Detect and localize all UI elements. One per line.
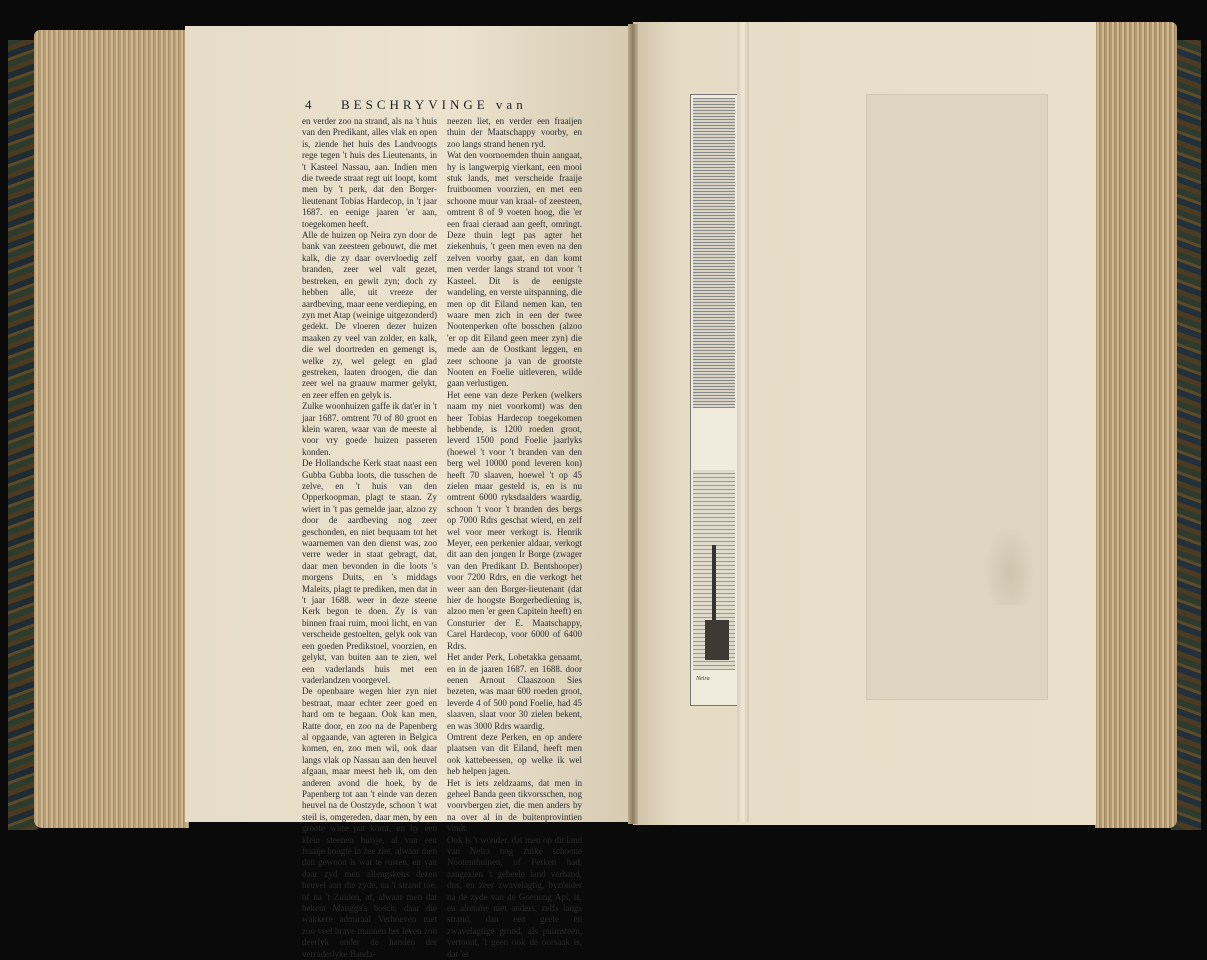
- running-title: BESCHRYVINGE van: [341, 97, 527, 112]
- ship-hull-icon: [705, 620, 729, 660]
- guard-strip: [737, 22, 749, 822]
- offset-plate-impression: [866, 94, 1048, 700]
- book-gutter: [628, 24, 638, 824]
- right-page-edges: [1095, 22, 1177, 828]
- offset-ship-impression: [985, 525, 1035, 605]
- engraving-sky-hatching: [693, 98, 735, 408]
- page-number: 4: [305, 97, 312, 112]
- text-column-left: en verder zoo na strand, als na 't huis van den Predikant, alles vlak en open is, ziende het huis des Landvoogts rege tegen 't huis des Lieutenants, in 't Kasteel Nassau, aan. Indien men die tweede straat regt uit loopt, komt men by 't perk, dat den Borger-lieutenant Tobias Hardecop, in 't jaar 1687. en eenige jaaren 'er aan, toegekomen heeft. Alle de huizen op Neira zyn door de bank van zeesteen gebouwt, die met kalk, die zy daar overvloedig zelf branden, zeer wel valt gezet, bestreken, en gewit zyn; doch zy hebben alle, uit vreeze der aardbeving, maar eene verdieping, en zyn met Atap (weinige uitgezonderd) gedekt. De vloeren dezer huizen maaken zy veel van zolder, en kalk, die wel doortreden en gemengt is, welke zy, wel gelegt en glad gestreken, laaten droogen, die dan zeer wel na graauw marmer gelykt, en zeer effen en gelyk is. Zulke woonhuizen gaffe ik dat'er in 't jaar 1687. omtrent 70 of 80 groot en klein waren, waar van de meeste al voor vry goede huizen passeren konden. De Hollandsche Kerk staat naast een Gubba Gubba loots, die tusschen de zelve, en 't huis van den Opperkoopman, plagt te staan. Zy wiert in 't pas gemelde jaar, alzoo zy door de aardbeving nog zeer geschonden, en niet bequaam tot het waarnemen van den dienst was, zoo verre weder in staat gebragt, dat, daar men bevonden in die loots 's morgens Duits, en 's middags Maleits, plagt te prediken, men dat in 't jaar 1688. weer in deze steene Kerk begon te doen. Zy is van binnen fraai ruim, mooi licht, en van verscheide gestoelten, gelyk ook van een goeden Predikstoel, voorzien, en gelykt, van buiten aan te zien, wel een vaderlands huis met een vaderlandzen voorgevel. De openbaare wegen hier zyn niet bestraat, maar echter zeer goed en hard om te begaan. Ook kan men, Ratte door, en zoo na de Papenberg al opgaande, van agteren in Belgica komen, en, zoo men wil, ook daar langs vlak op Nassau aan den heuvel afgaan, maar meest heb ik, om den anderen avond die hoek, by de Papenberg tot aan 't einde van dezen heuvel na de Oostzyde, schoon 't wat steil is, omgereden, daar men, by een groote witte put komt, en by een klein steenen huisje, al van een fraaije hoogte in zee ziet, alwaar men dan gewoon is wat te rusten, en van daar zyd men allengskens dezen heuvel aan die zyde, na 't strand toe, of na 't Zuiden, af, alwaar men dat bekent Mangga's bosch, daar die wakkere admiraal Verhoeven met zoo veel brave mannen het leven zoo deerlyk onder de handen der verraderlyke Banda-: [302, 116, 437, 959]
- page-header: [305, 97, 575, 117]
- plate-caption: Neira: [696, 676, 710, 682]
- text-column-right: neezen liet, en verder een fraaijen thuin der Maatschappy voorby, en zoo langs strand henen ryd. Wat den voornoemden thuin aangaat, hy is langwerpig vierkant, een mooi stuk lands, met verscheide fraaije fruitboomen voorzien, en met een schoone muur van kraal- of zeesteen, omtrent 8 of 9 voeten hoog, die 'er een fraai cieraad aan geeft, omringt. Deze thuin legt pas agter het ziekenhuis, 't geen men even na den zelven voorby gaat, en dan komt men verder langs strand tot voor 't Kasteel. Dit is de eenigste wandeling, en verste uitspanning, die men op dit Eiland nemen kan, ten waare men zich in een der twee Nootenperken ofte bosschen (alzoo 'er op dit Eiland geen meer zyn) die mede aan de Oostkant leggen, en zeer schoone ja van de grootste Nooten en Foelie uitleveren, wilde gaan verlustigen. Het eene van deze Perken (welkers naam my niet voorkomt) was den heer Tobias Hardecop toegekomen hebbende, is 1200 roeden groot, leverd 1500 pond Foelie jaarlyks (hoewel 't voor 't branden van den berg wel 10000 pond leveren kon) heeft 70 slaaven, hoewel 't op 45 zielen maar gesteld is, en is nu omtrent 6000 ryksdaalders waardig, schoon 't voor 't branden des bergs op 7000 Rdrs geschat wierd, en zelf wel voor meer verkogt is. Henrik Meyer, een perkenier aldaar, verkogt dit aan den jongen Ir Borge (zwager van den Predikant D. Bentshooper) voor 7200 Rdrs, en die verkogt het weer aan den Borger-lieutenant (dat hier de hoogste Borgerbediening is, alzoo men 'er geen Capitein heeft) en Consturier der E. Maatschappy, Carel Hardecop, voor 6000 of 6400 Rdrs. Het ander Perk, Lobetakka genaamt, en in de jaaren 1687. en 1688. door eenen Arnout Claaszoon Sies bezeten, was maar 600 roeden groot, leverde 4 of 500 pond Foelie, had 45 slaaven, slaat voor 30 zielen bekent, en was 3000 Rdrs waardig. Omtrent deze Perken, en op andere plaatsen van dit Eiland, heeft men ook kattebeessen, op welke ik wel heb helpen jagen. Het is iets zeldzaams, dat men in geheel Banda geen tikvorsschen, nog voorvbergen ziet, die men anders by na over al in de buitenprovintien vindt. Ook is 't wonder, dat men op dit land van Neira nog zulke schoone Nootenthuinen, of Perken had, aangezien 't geheele land verband, dus, en zeer zwavelagtig, byzonder na de zyde van de Goenong Api, is, en alomme niet anders, zelfs langs strand, dan een geele en zwavelagtige grond, als puimsteen, vertoont, 't geen ook de oorsaak is, dat 'er: [447, 116, 582, 959]
- left-page-edges: [34, 30, 189, 828]
